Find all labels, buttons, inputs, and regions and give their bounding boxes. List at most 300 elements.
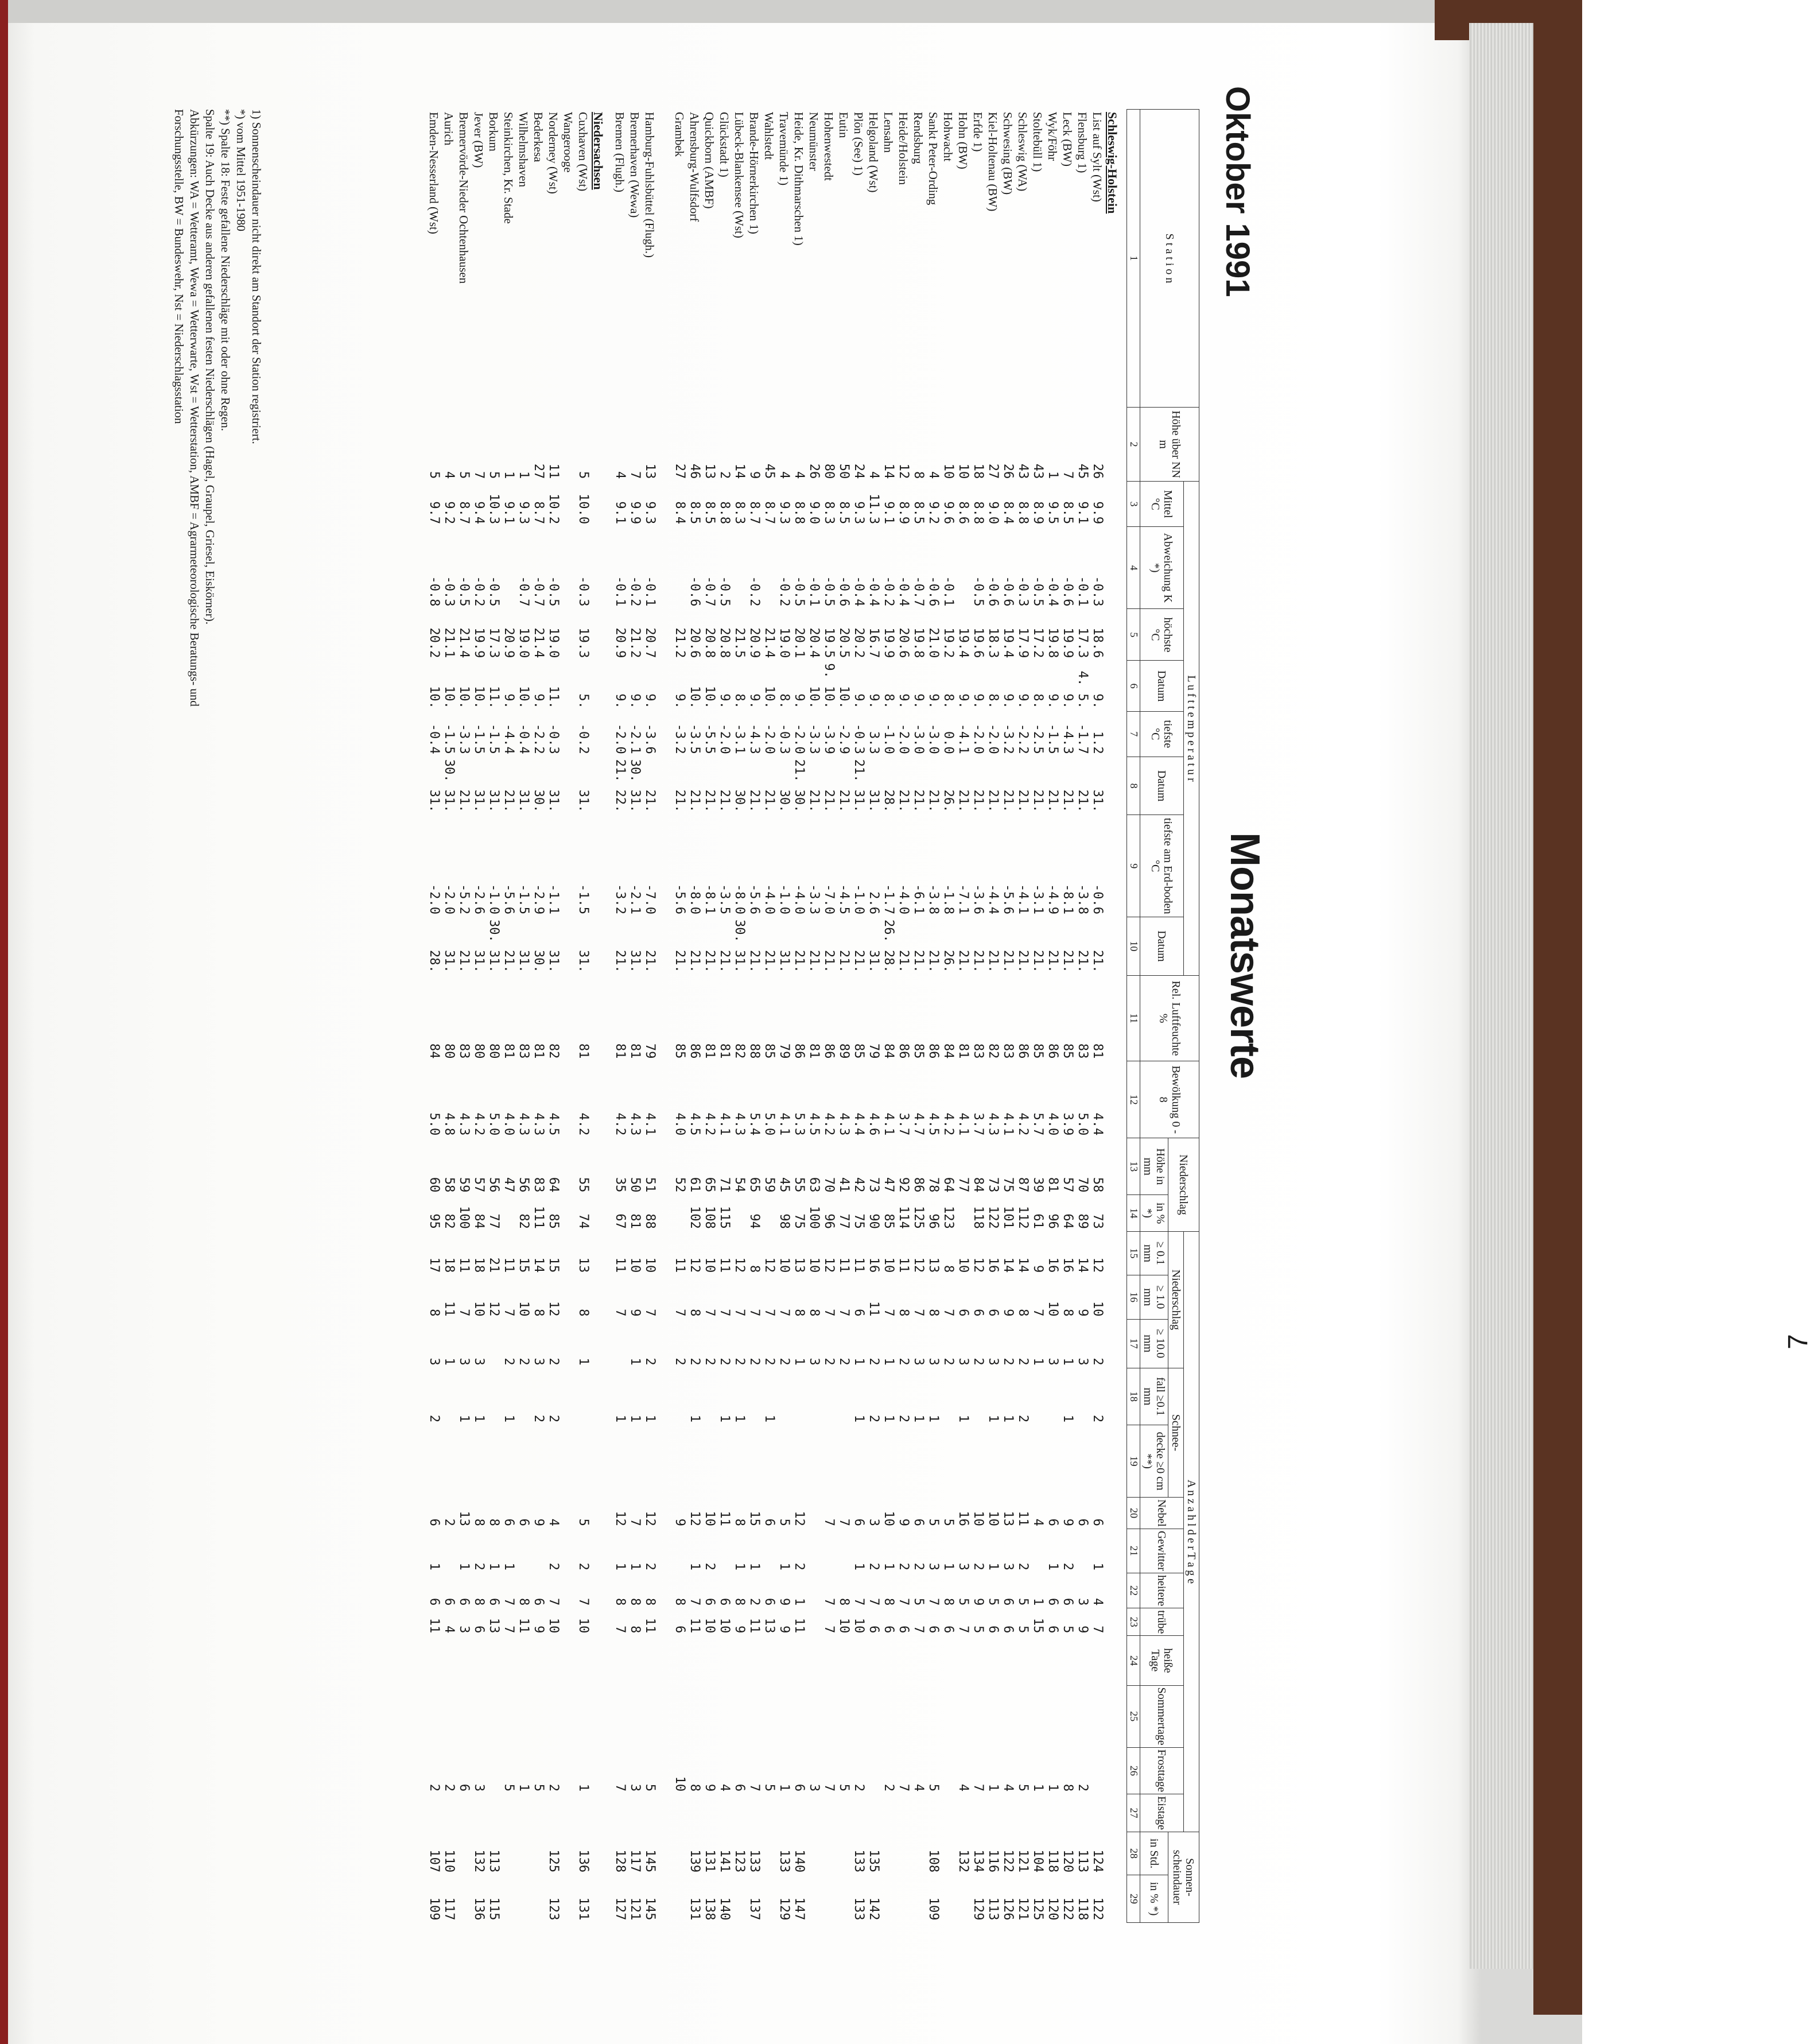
- station-name: Steinkirchen, Kr. Stade: [502, 112, 516, 224]
- table-cell: [821, 1529, 836, 1573]
- table-cell: [955, 1794, 970, 1832]
- table-cell: 10: [1090, 1301, 1105, 1317]
- table-cell: 15: [546, 1257, 561, 1273]
- station-name: Lensahn: [881, 112, 896, 153]
- table-cell: 4: [1031, 1518, 1046, 1526]
- table-cell: 11: [867, 1301, 881, 1317]
- table-cell: 21.: [822, 789, 837, 813]
- table-row: [970, 110, 985, 1923]
- station-name: Emden-Nesserland (Wst): [427, 112, 441, 234]
- table-cell: 2: [502, 1358, 516, 1366]
- table-cell: [836, 1832, 851, 1875]
- station-name: Flensburg 1): [1075, 112, 1090, 173]
- table-cell: 5: [926, 1783, 941, 1792]
- table-cell: 7: [613, 1783, 628, 1792]
- table-cell: 7: [457, 1309, 472, 1317]
- table-cell: 3: [926, 1562, 941, 1570]
- table-cell: -2.9: [837, 723, 852, 754]
- table-cell: 15: [1031, 1618, 1046, 1634]
- table-cell: 10: [516, 1301, 531, 1317]
- table-cell: 7: [762, 1309, 777, 1317]
- table-cell: 101: [1001, 1206, 1016, 1229]
- table-cell: [1075, 1685, 1090, 1747]
- table-cell: 3: [457, 1626, 472, 1634]
- table-cell: 9: [732, 1626, 747, 1634]
- table-cell: 6: [762, 1597, 777, 1606]
- column-number: 9: [1127, 815, 1140, 917]
- table-cell: 59: [457, 1177, 472, 1193]
- table-cell: 75: [792, 1213, 807, 1229]
- table-cell: 6: [1001, 1597, 1016, 1606]
- table-cell: 21.: [1075, 789, 1090, 813]
- station-name: Lübeck-Blankensee (Wst): [732, 112, 747, 238]
- column-number-row: [1127, 110, 1140, 1923]
- table-cell: 4: [867, 471, 881, 479]
- table-cell: 11.: [487, 686, 502, 709]
- table-cell: [821, 1875, 836, 1923]
- table-cell: -3.3: [807, 723, 822, 754]
- table-cell: -2.0: [717, 723, 732, 754]
- table-cell: 1: [613, 1414, 628, 1423]
- table-cell: 5: [531, 1783, 546, 1792]
- table-cell: 7: [881, 1309, 896, 1317]
- table-cell: 18: [971, 463, 986, 479]
- table-cell: 12: [687, 1257, 702, 1273]
- table-cell: 1: [941, 1562, 956, 1570]
- table-cell: [896, 1832, 911, 1875]
- table-cell: 15: [747, 1511, 762, 1526]
- table-cell: 92: [896, 1177, 911, 1193]
- table-cell: 21.: [971, 789, 986, 813]
- table-cell: 21.: [896, 949, 911, 973]
- table-cell: 10: [673, 1776, 687, 1792]
- table-cell: 16: [867, 1257, 881, 1273]
- table-cell: [1030, 1368, 1045, 1425]
- table-cell: [747, 1685, 762, 1747]
- table-cell: -0.3: [1016, 576, 1031, 607]
- table-cell: -1.5: [1046, 723, 1061, 754]
- table-cell: -3.1: [1031, 884, 1046, 914]
- table-cell: 4: [442, 1626, 457, 1634]
- table-cell: 21.: [687, 789, 702, 813]
- table-cell: 70: [1075, 1177, 1090, 1193]
- table-cell: [747, 1425, 762, 1498]
- table-cell: 1: [643, 1414, 658, 1423]
- table-cell: 21.: [1031, 789, 1046, 813]
- table-cell: 3: [807, 1358, 822, 1366]
- table-cell: 39: [1031, 1177, 1046, 1193]
- table-cell: [471, 1636, 486, 1685]
- table-cell: [836, 1425, 851, 1498]
- table-cell: [806, 1608, 821, 1636]
- table-cell: [561, 1608, 576, 1636]
- table-cell: -0.6: [687, 576, 702, 607]
- table-cell: 4.1: [717, 1112, 732, 1136]
- table-row: [821, 110, 836, 1923]
- table-cell: 8: [628, 1597, 643, 1606]
- table-cell: 24: [852, 463, 867, 479]
- table-cell: 19.0: [777, 627, 792, 658]
- table-cell: -0.5: [457, 576, 472, 607]
- table-cell: -0.4: [852, 576, 867, 607]
- column-number: 4: [1127, 527, 1140, 609]
- table-cell: 10.: [427, 686, 442, 709]
- table-row: [747, 110, 762, 1923]
- table-cell: 9.9: [1090, 501, 1105, 525]
- table-cell: 19.4: [1001, 627, 1016, 658]
- table-cell: 9: [747, 471, 762, 479]
- table-cell: -0.1: [643, 576, 658, 607]
- table-cell: -3.6: [971, 884, 986, 914]
- table-cell: 19.6: [971, 627, 986, 658]
- table-cell: -2.0: [896, 723, 911, 754]
- table-cell: 9.6: [941, 501, 956, 525]
- table-cell: 21.1: [442, 627, 457, 658]
- table-cell: 2: [576, 1562, 591, 1570]
- table-cell: 8.5: [702, 501, 717, 525]
- table-cell: 9.: [792, 693, 807, 709]
- station-name: Sankt Peter-Ording: [926, 112, 941, 205]
- table-cell: 7: [911, 1626, 926, 1634]
- table-cell: 2: [867, 1358, 881, 1366]
- table-cell: 4.1: [643, 1112, 658, 1136]
- table-cell: 21. 31.: [852, 759, 867, 813]
- table-cell: [516, 1685, 531, 1747]
- table-cell: 9.: [1016, 693, 1031, 709]
- station-name: Neumünster: [807, 112, 821, 171]
- table-cell: 20.8: [702, 627, 717, 658]
- table-cell: 11: [457, 1257, 472, 1273]
- table-row: [881, 110, 896, 1923]
- table-cell: 5: [487, 471, 502, 479]
- column-number: 25: [1127, 1685, 1140, 1747]
- table-cell: 5: [1061, 1626, 1075, 1634]
- table-cell: 5: [1016, 1626, 1031, 1634]
- table-cell: 21.: [822, 949, 837, 973]
- col-fog: Nebel: [1140, 1498, 1184, 1529]
- table-cell: 85: [673, 1043, 687, 1059]
- table-cell: 4.0: [502, 1112, 516, 1136]
- table-cell: 5: [837, 1783, 852, 1792]
- table-cell: 8: [732, 1597, 747, 1606]
- table-cell: [486, 1794, 501, 1832]
- table-cell: 81: [956, 1043, 971, 1059]
- table-cell: 6: [971, 1309, 986, 1317]
- table-cell: 14: [1075, 1257, 1090, 1273]
- column-number: 18: [1127, 1368, 1140, 1425]
- table-cell: 8.: [1031, 693, 1046, 709]
- table-cell: 1: [502, 1562, 516, 1570]
- table-cell: 16: [1046, 1257, 1061, 1273]
- table-cell: 16: [1061, 1257, 1075, 1273]
- col-precip: Niederschlag: [1168, 1138, 1199, 1232]
- table-cell: [531, 1529, 546, 1573]
- table-cell: -0.7: [531, 576, 546, 607]
- table-cell: 31.: [867, 789, 881, 813]
- table-cell: 8.: [732, 693, 747, 709]
- table-cell: 7: [911, 1309, 926, 1317]
- table-cell: 11: [747, 1618, 762, 1634]
- table-cell: 8.5: [1061, 501, 1075, 525]
- table-cell: 110: [442, 1849, 457, 1873]
- group-spacer: [657, 110, 672, 1923]
- table-cell: 30. 31.: [442, 759, 457, 813]
- table-cell: 123: [941, 1206, 956, 1229]
- table-cell: 7: [702, 1309, 717, 1317]
- table-cell: [806, 1794, 821, 1832]
- table-cell: 28.: [427, 949, 442, 973]
- table-cell: [717, 1636, 732, 1685]
- table-cell: 8: [941, 1597, 956, 1606]
- book-cover-edge: [1533, 23, 1582, 2015]
- table-cell: [672, 1529, 687, 1573]
- table-cell: 8.8: [717, 501, 732, 525]
- table-cell: 9.: [531, 693, 546, 709]
- table-cell: 19.9: [1061, 627, 1075, 658]
- table-cell: 64: [546, 1177, 561, 1193]
- table-cell: 7: [896, 1783, 911, 1792]
- table-cell: [806, 1529, 821, 1573]
- table-cell: 81: [628, 1213, 643, 1229]
- table-cell: 10: [837, 1618, 852, 1634]
- table-cell: -5.6: [1001, 884, 1016, 914]
- table-cell: [561, 527, 576, 609]
- book-top-edge: [0, 0, 1582, 23]
- table-cell: 5: [427, 471, 442, 479]
- table-cell: 81: [628, 1043, 643, 1059]
- table-cell: 2: [1090, 1414, 1105, 1423]
- table-cell: 21.: [502, 789, 516, 813]
- table-cell: 2: [867, 1414, 881, 1423]
- table-cell: 6: [867, 1626, 881, 1634]
- table-cell: 2.6: [867, 891, 881, 914]
- table-cell: [732, 1425, 747, 1498]
- table-cell: -2.0: [971, 723, 986, 754]
- table-cell: 8: [576, 1309, 591, 1317]
- table-cell: [1030, 1425, 1045, 1498]
- table-cell: 8.8: [792, 501, 807, 525]
- station-name: Hohwacht: [941, 112, 955, 162]
- table-cell: 26: [807, 463, 822, 479]
- table-cell: 1: [986, 1562, 1001, 1570]
- table-cell: 117: [628, 1849, 643, 1873]
- table-cell: [821, 1636, 836, 1685]
- table-cell: 10: [1046, 1301, 1061, 1317]
- table-cell: -0.3: [852, 723, 867, 754]
- table-cell: 4.5: [546, 1112, 561, 1136]
- table-cell: 3: [628, 1783, 643, 1792]
- table-cell: 85: [1031, 1043, 1046, 1059]
- table-cell: [516, 1425, 531, 1498]
- table-cell: [1075, 1636, 1090, 1685]
- table-cell: 8: [531, 1309, 546, 1317]
- station-name: Schleswig (WA): [1016, 112, 1030, 192]
- table-cell: 4.3: [457, 1112, 472, 1136]
- table-cell: [836, 1685, 851, 1747]
- table-cell: [561, 1195, 576, 1232]
- table-cell: 8.: [777, 693, 792, 709]
- table-cell: 14: [531, 1257, 546, 1273]
- table-cell: [821, 1794, 836, 1832]
- table-cell: 17.3: [1075, 627, 1090, 658]
- table-cell: 118: [1075, 1897, 1090, 1921]
- station-name: Wyk/Föhr: [1046, 112, 1060, 161]
- table-cell: 81: [613, 1043, 628, 1059]
- table-cell: 3.9: [1061, 1112, 1075, 1136]
- table-cell: 86: [896, 1043, 911, 1059]
- table-cell: [702, 1685, 717, 1747]
- table-cell: 6: [986, 1309, 1001, 1317]
- table-cell: 9.4: [472, 501, 487, 525]
- table-cell: 9: [1061, 1518, 1075, 1526]
- table-cell: [642, 1794, 657, 1832]
- table-cell: -5.2: [457, 884, 472, 914]
- table-cell: 5: [986, 1597, 1001, 1606]
- table-cell: 7: [747, 1309, 762, 1317]
- table-cell: 8: [732, 1518, 747, 1526]
- table-cell: 4: [442, 471, 457, 479]
- table-cell: 2: [971, 1562, 986, 1570]
- col-hot: heiße Tage: [1140, 1636, 1184, 1685]
- table-cell: 13: [487, 1618, 502, 1634]
- table-cell: [561, 1794, 576, 1832]
- table-cell: -7.0: [643, 884, 658, 914]
- table-cell: 9.: [896, 693, 911, 709]
- table-cell: 21.: [747, 789, 762, 813]
- table-cell: 10: [702, 1511, 717, 1526]
- table-cell: [501, 1875, 516, 1923]
- table-cell: [486, 1636, 501, 1685]
- table-cell: 3: [1001, 1562, 1016, 1570]
- table-cell: 8.: [941, 693, 956, 709]
- station-name: Hohn (BW): [956, 112, 970, 169]
- table-cell: 6: [1001, 1626, 1016, 1634]
- table-cell: 21.4: [531, 627, 546, 658]
- table-cell: [531, 1685, 546, 1747]
- table-cell: 108: [926, 1849, 941, 1873]
- table-cell: 6: [732, 1783, 747, 1792]
- table-cell: [687, 1636, 702, 1685]
- table-cell: [836, 1529, 851, 1573]
- table-cell: [911, 1425, 926, 1498]
- table-cell: 9: [1075, 1626, 1090, 1634]
- table-cell: 11: [852, 1257, 867, 1273]
- table-cell: -1.7: [1075, 723, 1090, 754]
- table-cell: -4.4: [502, 723, 516, 754]
- table-cell: [732, 1195, 747, 1232]
- table-cell: 5: [502, 1783, 516, 1792]
- table-cell: 8: [472, 1518, 487, 1526]
- table-cell: 1: [442, 1358, 457, 1366]
- station-name: Plön (See) 1): [852, 112, 866, 176]
- table-cell: 5.0: [1075, 1112, 1090, 1136]
- table-cell: 113: [986, 1897, 1001, 1921]
- table-cell: 21: [487, 1257, 502, 1273]
- table-cell: [762, 1195, 776, 1232]
- table-cell: 7: [717, 1309, 732, 1317]
- table-cell: 1: [502, 1414, 516, 1423]
- table-cell: 136: [576, 1849, 591, 1873]
- table-cell: [806, 1685, 821, 1747]
- column-number: 16: [1127, 1275, 1140, 1319]
- table-cell: -0.5: [971, 576, 986, 607]
- table-cell: 98: [777, 1213, 792, 1229]
- table-cell: 5.0: [762, 1112, 777, 1136]
- table-cell: 3: [472, 1783, 487, 1792]
- table-cell: -0.2: [472, 576, 487, 607]
- table-cell: 133: [852, 1897, 867, 1921]
- table-cell: 26.: [941, 949, 956, 973]
- table-cell: -3.2: [673, 723, 687, 754]
- table-cell: 17.2: [1031, 627, 1046, 658]
- col-summer: Sommertage: [1140, 1685, 1184, 1747]
- table-cell: 21.: [762, 789, 777, 813]
- table-cell: 129: [971, 1897, 986, 1921]
- table-row: [1045, 110, 1060, 1923]
- table-cell: 3: [986, 1358, 1001, 1366]
- table-cell: 10: [941, 463, 956, 479]
- table-cell: 2: [1016, 1414, 1031, 1423]
- table-cell: 8: [807, 1309, 822, 1317]
- table-cell: 30.: [732, 789, 747, 813]
- table-cell: [1015, 1425, 1030, 1498]
- column-number: 14: [1127, 1195, 1140, 1232]
- table-cell: [941, 1425, 955, 1498]
- table-cell: [806, 1368, 821, 1425]
- table-cell: [561, 1685, 576, 1747]
- table-cell: [955, 1875, 970, 1923]
- table-row: [1030, 110, 1045, 1923]
- table-cell: [561, 1573, 576, 1608]
- table-cell: 21.: [502, 949, 516, 973]
- table-cell: 63: [807, 1177, 822, 1193]
- table-cell: 129: [777, 1897, 792, 1921]
- col-max-date: Datum: [1140, 661, 1184, 711]
- table-cell: [985, 1794, 1000, 1832]
- table-cell: 8.4: [673, 501, 687, 525]
- table-cell: 9.: [613, 693, 628, 709]
- table-cell: 1: [427, 1562, 442, 1570]
- table-cell: 10: [702, 1257, 717, 1273]
- table-cell: [747, 1794, 762, 1832]
- col-cloud: Bewölkung 0 - 8: [1140, 1061, 1199, 1138]
- table-cell: 3: [1075, 1597, 1090, 1606]
- table-cell: 1: [687, 1562, 702, 1570]
- table-cell: 94: [747, 1213, 762, 1229]
- table-cell: 20.5: [837, 627, 852, 658]
- table-cell: [762, 1875, 776, 1923]
- table-cell: 5: [457, 471, 472, 479]
- table-cell: [612, 1636, 627, 1685]
- table-cell: 9.: [1061, 693, 1075, 709]
- table-cell: [985, 1685, 1000, 1747]
- climate-table: [426, 109, 1199, 1923]
- table-cell: 1: [852, 1358, 867, 1366]
- table-cell: 7: [822, 1309, 837, 1317]
- column-number: 8: [1127, 757, 1140, 815]
- table-cell: 18.3: [986, 627, 1001, 658]
- table-cell: -0.2: [777, 576, 792, 607]
- table-cell: 52: [673, 1177, 687, 1193]
- table-cell: 4.1: [956, 1112, 971, 1136]
- table-cell: 4.3: [732, 1112, 747, 1136]
- table-cell: 64: [941, 1177, 956, 1193]
- table-cell: -3.3: [457, 723, 472, 754]
- table-cell: 19.9: [881, 627, 896, 658]
- table-cell: 2: [777, 1358, 792, 1366]
- table-cell: [516, 1832, 531, 1875]
- station-name: Kiel-Holtenau (BW): [986, 112, 1000, 212]
